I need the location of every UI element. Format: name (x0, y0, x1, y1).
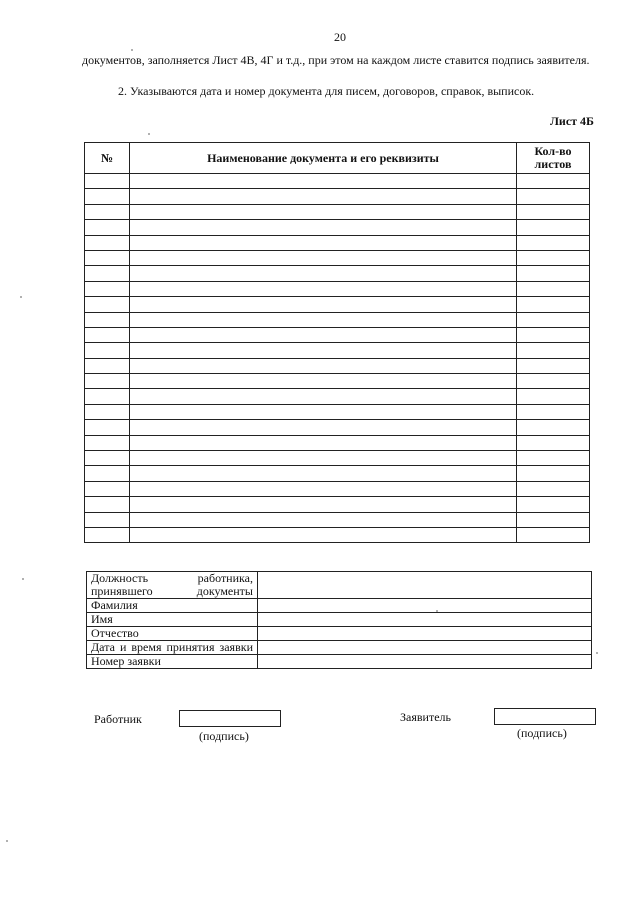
sheet-count-cell[interactable] (517, 497, 590, 512)
document-name-cell[interactable] (130, 281, 517, 296)
table-row (85, 281, 590, 296)
number-cell[interactable] (85, 358, 130, 373)
sheet-count-cell[interactable] (517, 220, 590, 235)
sheet-count-cell[interactable] (517, 250, 590, 265)
document-name-cell[interactable] (130, 451, 517, 466)
table-row (85, 220, 590, 235)
name-field[interactable] (258, 613, 592, 627)
surname-row (87, 599, 592, 613)
document-name-cell[interactable] (130, 189, 517, 204)
sheet-count-cell[interactable] (517, 189, 590, 204)
table-row (85, 420, 590, 435)
column-name-header: Наименование документа и его реквизиты (130, 143, 517, 174)
sheet-count-cell[interactable] (517, 174, 590, 189)
position-row (87, 572, 592, 599)
sheet-count-cell[interactable] (517, 512, 590, 527)
document-name-cell[interactable] (130, 297, 517, 312)
table-row (85, 451, 590, 466)
number-cell[interactable] (85, 374, 130, 389)
datetime-field[interactable] (258, 641, 592, 655)
document-name-cell[interactable] (130, 374, 517, 389)
document-name-cell[interactable] (130, 343, 517, 358)
table-row (85, 527, 590, 542)
worker-signature-box[interactable] (179, 710, 281, 727)
sheet-count-cell[interactable] (517, 297, 590, 312)
document-name-cell[interactable] (130, 420, 517, 435)
number-cell[interactable] (85, 404, 130, 419)
sheet-count-cell[interactable] (517, 481, 590, 496)
number-cell[interactable] (85, 250, 130, 265)
sheet-count-cell[interactable] (517, 466, 590, 481)
surname-label: Фамилия (87, 599, 258, 613)
column-count-header: Кол-во листов (517, 143, 590, 174)
scan-speck (131, 49, 133, 51)
scan-speck (20, 296, 22, 298)
document-name-cell[interactable] (130, 527, 517, 542)
sheet-count-cell[interactable] (517, 389, 590, 404)
position-field[interactable] (258, 572, 592, 599)
number-cell[interactable] (85, 235, 130, 250)
table-row (85, 435, 590, 450)
number-cell[interactable] (85, 435, 130, 450)
number-cell[interactable] (85, 343, 130, 358)
table-row (85, 497, 590, 512)
document-name-cell[interactable] (130, 204, 517, 219)
patronymic-row (87, 627, 592, 641)
datetime-label: Дата и время принятия заявки (87, 641, 258, 655)
document-name-cell[interactable] (130, 266, 517, 281)
number-cell[interactable] (85, 527, 130, 542)
name-row (87, 613, 592, 627)
table-row (85, 404, 590, 419)
table-row (85, 327, 590, 342)
number-cell[interactable] (85, 389, 130, 404)
intro-paragraph: документов, заполняется Лист 4В, 4Г и т.д., при этом на каждом листе ставится подпись заявителя. (82, 53, 590, 67)
position-label: Должность работника, принявшего документы (87, 572, 258, 599)
scan-speck (596, 652, 598, 654)
worker-label: Работник (94, 712, 142, 726)
document-name-cell[interactable] (130, 312, 517, 327)
table-row (85, 235, 590, 250)
datetime-row (87, 641, 592, 655)
document-name-cell[interactable] (130, 220, 517, 235)
sheet-count-cell[interactable] (517, 327, 590, 342)
number-cell[interactable] (85, 481, 130, 496)
sheet-count-cell[interactable] (517, 404, 590, 419)
document-name-cell[interactable] (130, 389, 517, 404)
name-label: Имя (87, 613, 258, 627)
applicant-label: Заявитель (400, 710, 451, 724)
acceptance-info-table (86, 571, 592, 669)
documents-table-body (85, 174, 590, 543)
number-cell[interactable] (85, 174, 130, 189)
sheet-title: Лист 4Б (549, 114, 594, 128)
number-cell[interactable] (85, 451, 130, 466)
table-row (85, 250, 590, 265)
table-row (85, 374, 590, 389)
document-name-cell[interactable] (130, 404, 517, 419)
document-name-cell[interactable] (130, 497, 517, 512)
column-number-header: № (85, 143, 130, 174)
table-row (85, 189, 590, 204)
table-row (85, 358, 590, 373)
applicant-signature-caption: (подпись) (517, 726, 567, 740)
number-cell[interactable] (85, 327, 130, 342)
number-cell[interactable] (85, 312, 130, 327)
table-row (85, 481, 590, 496)
number-cell[interactable] (85, 512, 130, 527)
sheet-count-cell[interactable] (517, 435, 590, 450)
sheet-count-cell[interactable] (517, 343, 590, 358)
document-name-cell[interactable] (130, 481, 517, 496)
request-number-label: Номер заявки (87, 655, 258, 669)
table-row (85, 512, 590, 527)
table-row (85, 297, 590, 312)
scan-speck (436, 610, 438, 612)
sheet-count-cell[interactable] (517, 266, 590, 281)
table-row (85, 266, 590, 281)
document-name-cell[interactable] (130, 235, 517, 250)
sheet-count-cell[interactable] (517, 420, 590, 435)
sheet-count-cell[interactable] (517, 374, 590, 389)
instruction-text: 2. Указываются дата и номер документа для писем, договоров, справок, выписок. (118, 84, 535, 98)
documents-table-header (85, 143, 590, 174)
number-cell[interactable] (85, 189, 130, 204)
sheet-count-cell[interactable] (517, 281, 590, 296)
sheet-count-cell[interactable] (517, 451, 590, 466)
table-row (85, 204, 590, 219)
sheet-count-cell[interactable] (517, 204, 590, 219)
sheet-count-cell[interactable] (517, 358, 590, 373)
number-cell[interactable] (85, 266, 130, 281)
request-number-row (87, 655, 592, 669)
surname-field[interactable] (258, 599, 592, 613)
number-cell[interactable] (85, 204, 130, 219)
table-row (85, 174, 590, 189)
scan-speck (22, 578, 24, 580)
number-cell[interactable] (85, 420, 130, 435)
page-number: 20 (334, 30, 346, 44)
document-name-cell[interactable] (130, 435, 517, 450)
patronymic-label: Отчество (87, 627, 258, 641)
number-cell[interactable] (85, 297, 130, 312)
table-row (85, 389, 590, 404)
number-cell[interactable] (85, 281, 130, 296)
applicant-signature-box[interactable] (494, 708, 596, 725)
table-row (85, 466, 590, 481)
instruction-paragraph (82, 84, 594, 99)
sheet-count-cell[interactable] (517, 235, 590, 250)
scan-speck (6, 840, 8, 842)
document-name-cell[interactable] (130, 250, 517, 265)
table-row (85, 343, 590, 358)
document-name-cell[interactable] (130, 327, 517, 342)
document-name-cell[interactable] (130, 466, 517, 481)
document-name-cell[interactable] (130, 358, 517, 373)
table-row (85, 312, 590, 327)
worker-signature-caption: (подпись) (199, 729, 249, 743)
number-cell[interactable] (85, 466, 130, 481)
patronymic-field[interactable] (258, 627, 592, 641)
sheet-count-cell[interactable] (517, 527, 590, 542)
documents-table (84, 142, 590, 543)
document-name-cell[interactable] (130, 512, 517, 527)
sheet-count-cell[interactable] (517, 312, 590, 327)
request-number-field[interactable] (258, 655, 592, 669)
number-cell[interactable] (85, 220, 130, 235)
number-cell[interactable] (85, 497, 130, 512)
document-name-cell[interactable] (130, 174, 517, 189)
scan-speck (148, 133, 150, 135)
